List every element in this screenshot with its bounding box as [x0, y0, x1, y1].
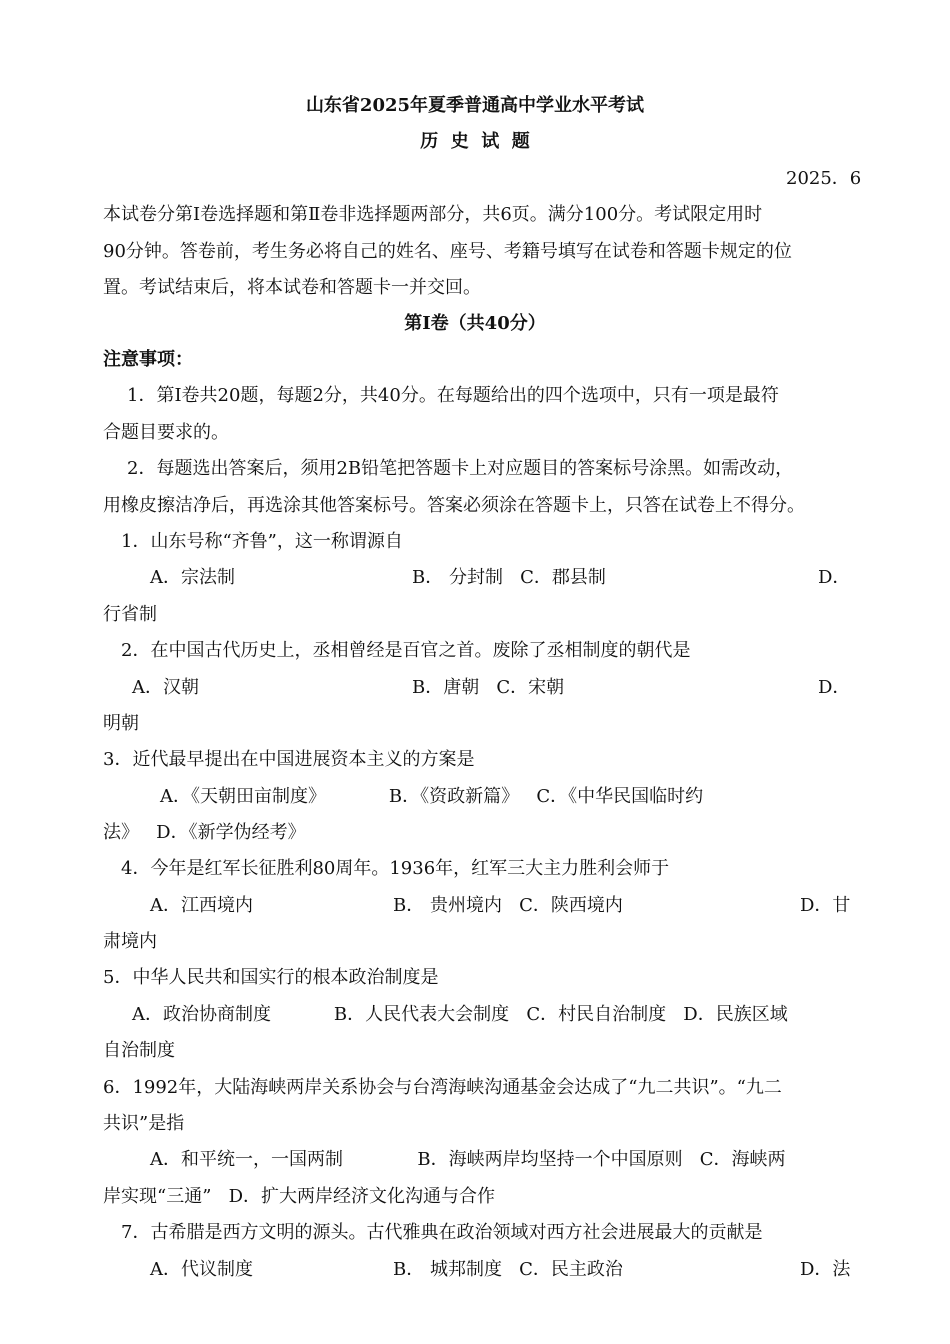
- q3-stem: 3．近代最早提出在中国进展资本主义的方案是: [103, 749, 475, 770]
- intro-line-3: 置。考试结束后，将本试卷和答题卡一并交回。: [103, 277, 481, 298]
- q1-option-d: D．: [818, 567, 851, 588]
- q2-option-a: A．汉朝: [132, 677, 199, 698]
- q2-stem: 2．在中国古代历史上，丞相曾经是百官之首。废除了丞相制度的朝代是: [121, 640, 691, 661]
- q7-options-bc: B． 城邦制度 C．民主政治: [393, 1259, 623, 1280]
- subject-title: 历 史 试 题: [420, 131, 530, 152]
- q6-options-line-2: 岸实现“三通” D．扩大两岸经济文化沟通与合作: [103, 1186, 495, 1207]
- q1-option-d-cont: 行省制: [103, 604, 157, 625]
- q2-option-d: D．: [818, 677, 851, 698]
- q7-stem: 7．古希腊是西方文明的源头。古代雅典在政治领域对西方社会进展最大的贡献是: [121, 1222, 763, 1243]
- q6-stem-line-1: 6．1992年，大陆海峡两岸关系协会与台湾海峡沟通基金会达成了“九二共识”。“九二: [103, 1077, 782, 1098]
- q4-stem: 4．今年是红军长征胜利80周年。1936年，红军三大主力胜利会师于: [121, 858, 670, 879]
- q3-options-line-1: A．《天朝田亩制度》 B．《资政新篇》 C．《中华民国临时约: [160, 786, 704, 807]
- intro-line-1: 本试卷分第Ⅰ卷选择题和第Ⅱ卷非选择题两部分，共6页。满分100分。考试限定用时: [103, 204, 763, 225]
- q3-options-line-2: 法》 D．《新学伪经考》: [103, 822, 306, 843]
- q7-option-a: A．代议制度: [150, 1259, 253, 1280]
- section-title: 第Ⅰ卷（共40分）: [404, 313, 546, 334]
- notice-item-1: 1．第Ⅰ卷共20题，每题2分，共40分。在每题给出的四个选项中，只有一项是最符: [127, 385, 779, 406]
- notice-item-1-cont: 合题目要求的。: [103, 422, 229, 443]
- q5-option-d-cont: 自治制度: [103, 1040, 175, 1061]
- notice-title: 注意事项：: [103, 349, 193, 370]
- q4-option-d: D．甘: [800, 895, 851, 916]
- intro-line-2: 90分钟。答卷前，考生务必将自己的姓名、座号、考籍号填写在试卷和答题卡规定的位: [103, 241, 792, 262]
- exam-title: 山东省2025年夏季普通高中学业水平考试: [305, 95, 645, 116]
- q7-option-d: D．法: [800, 1259, 851, 1280]
- q1-stem: 1．山东号称“齐鲁”，这一称谓源自: [121, 531, 403, 552]
- q2-options-bc: B．唐朝 C．宋朝: [412, 677, 565, 698]
- q2-option-d-cont: 明朝: [103, 713, 139, 734]
- q6-options-line-1: A．和平统一，一国两制 B．海峡两岸均坚持一个中国原则 C．海峡两: [150, 1149, 786, 1170]
- q5-stem: 5．中华人民共和国实行的根本政治制度是: [103, 967, 439, 988]
- q1-options-bc: B． 分封制 C．郡县制: [412, 567, 606, 588]
- notice-item-2: 2．每题选出答案后，须用2B铅笔把答题卡上对应题目的答案标号涂黑。如需改动，: [127, 458, 794, 479]
- q4-option-a: A．江西境内: [150, 895, 253, 916]
- q4-options-bc: B． 贵州境内 C．陕西境内: [393, 895, 623, 916]
- q6-stem-line-2: 共识”是指: [103, 1113, 185, 1134]
- q4-option-d-cont: 肃境内: [103, 931, 157, 952]
- q5-options-line-1: A．政治协商制度 B．人民代表大会制度 C．村民自治制度 D．民族区域: [132, 1004, 788, 1025]
- q1-option-a: A．宗法制: [150, 567, 235, 588]
- exam-date: 2025．6: [786, 168, 862, 189]
- notice-item-2-cont: 用橡皮擦洁净后，再选涂其他答案标号。答案必须涂在答题卡上，只答在试卷上不得分。: [103, 495, 805, 516]
